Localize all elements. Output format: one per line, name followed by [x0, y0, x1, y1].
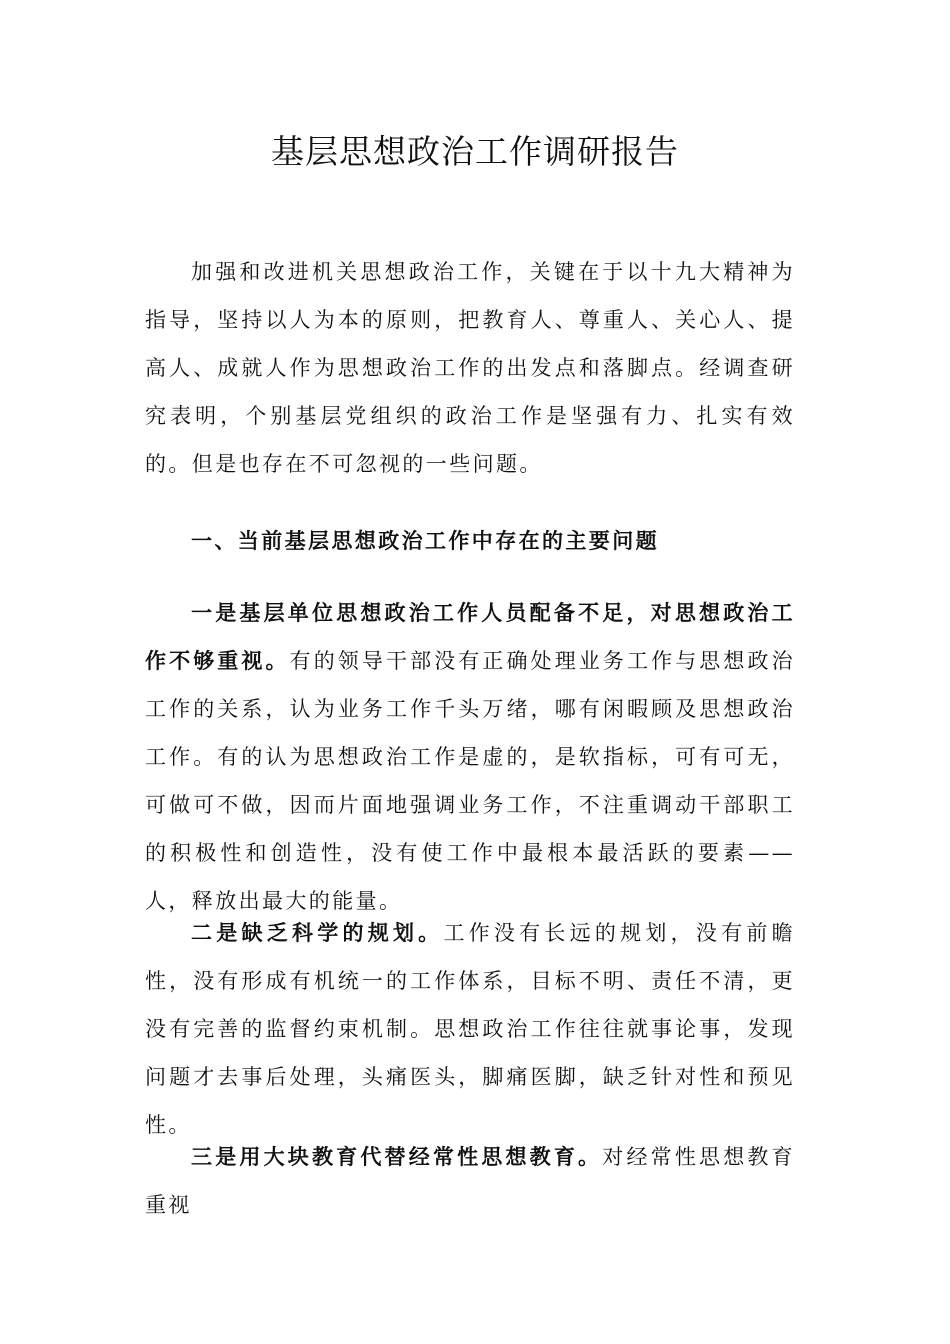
- paragraph-text: 有的领导干部没有正确处理业务工作与思想政治工作的关系，认为业务工作千头万绪，哪有闲暇顾及思想政治工作。有的认为思想政治工作是虚的，是软指标，可有可无，可做可不做，因而片面地强调业务工作，不注重调动干部职工的积极性和创造性，没有使工作中最根本最活跃的要素——人，释放出最大的能量。: [145, 649, 795, 913]
- paragraph-problem-3: [145, 1133, 795, 1229]
- paragraph-problem-1: [145, 589, 795, 925]
- paragraph-text: 对经常性思想教育重视: [145, 1145, 795, 1217]
- paragraph-problem-2: [145, 909, 795, 1149]
- section-heading: 一、当前基层思想政治工作中存在的主要问题: [191, 528, 659, 553]
- paragraph-lead: 一是基层单位思想政治工作人员配备不足，对思想政治工作不够重视。: [145, 600, 795, 673]
- document-title: 基层思想政治工作调研报告: [271, 132, 679, 171]
- paragraph-lead: 二是缺乏科学的规划。: [191, 920, 444, 945]
- intro-paragraph: 加强和改进机关思想政治工作，关键在于以十九大精神为指导，坚持以人为本的原则，把教育人、尊重人、关心人、提高人、成就人作为思想政治工作的出发点和落脚点。经调查研究表明，个别基层党组织的政治工作是坚强有力、扎实有效的。但是也存在不可忽视的一些问题。: [145, 260, 795, 476]
- paragraph-text: 工作没有长远的规划，没有前瞻性，没有形成有机统一的工作体系，目标不明、责任不清，更没有完善的监督约束机制。思想政治工作往往就事论事，发现问题才去事后处理，头痛医头，脚痛医脚，缺乏针对性和预见性。: [145, 921, 795, 1137]
- paragraph-lead: 三是用大块教育代替经常性思想教育。: [191, 1144, 603, 1169]
